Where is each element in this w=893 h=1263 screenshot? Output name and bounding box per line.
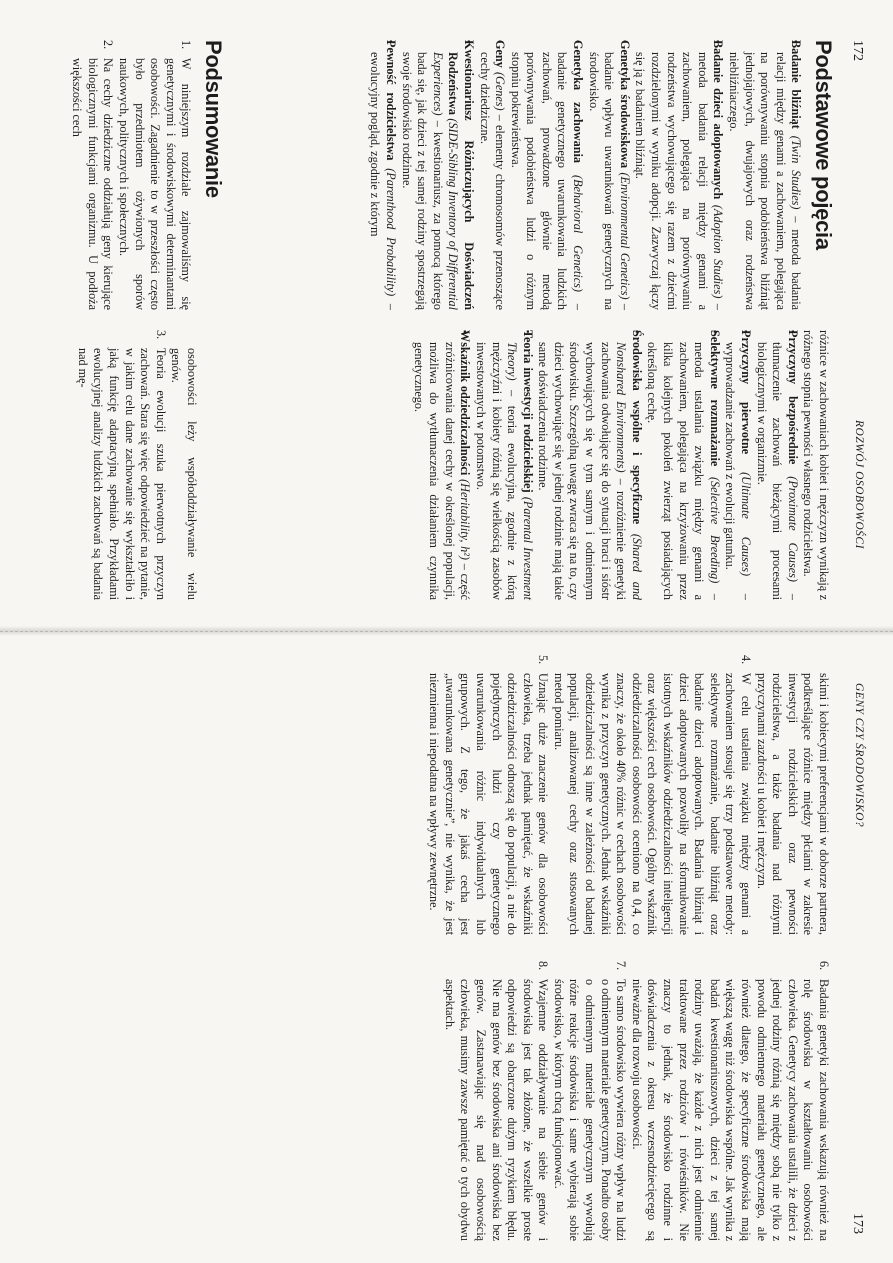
summary-list — [441, 961, 831, 1241]
glossary-entry — [722, 330, 753, 600]
glossary-term: Genetyka środowiskowa — [617, 40, 632, 169]
summary-item-number: 4. — [739, 655, 754, 665]
fold-line — [0, 631, 893, 632]
glossary-definition: – wyprowadzanie zachowań z ewolucji gatunku. — [723, 342, 754, 601]
glossary-entry — [632, 40, 726, 310]
right-page — [0, 643, 893, 1263]
glossary-entry — [535, 330, 644, 600]
summary-heading: Podsumowanie — [201, 40, 226, 198]
summary-item — [426, 655, 551, 935]
summary-item-text: Uznając duże znaczenie genów dla osobowości człowieka, trzeba jednak pamiętać, że wskaźniki odziedziczalności odnoszą się do populacji, a nie do pojedynczych ludzi czy genetycznego uwarunkowania różnic indywidualnych lub grupowych. Z tego, że jakaś cecha jest „uwarunkowana genetycznie”, nie wynika, że jest niezmienna i niepodatna na wpływy zewnętrzne. — [427, 673, 551, 935]
glossary-term: Genetyka zachowania — [571, 40, 586, 164]
section-heading: Podstawowe pojęcia — [811, 40, 836, 250]
left-summary-1 — [69, 40, 225, 310]
glossary-entry — [644, 330, 722, 600]
summary-list — [74, 330, 168, 600]
glossary-term: Badanie dzieci adoptowanych — [711, 40, 726, 200]
glossary-definition: – badanie wpływu uwarunkowań genetycznych na środowisko. — [586, 52, 632, 311]
summary-item-number: 3. — [153, 330, 168, 340]
glossary-definition: – metoda badania relacji między genami a zachowaniem, polegająca na porównywaniu stopnia podobieństwa bliźniąt jednojajowych, dwujajowych oraz rodzeństwa niebliźniaczego. — [727, 52, 804, 310]
glossary-list — [367, 40, 804, 310]
summary-item-text: W niniejszym rozdziale zajmowaliśmy się genetycznymi i środowiskowymi determinantami osobowości. Zagadnienie to w przeszłości często było przedmiotem ożywionych sporów naukowych, politycznych i społecznych. — [117, 58, 194, 310]
glossary-term: Przyczyny bezpośrednie — [785, 330, 800, 465]
left-summary-2 — [74, 330, 199, 600]
summary-list — [426, 655, 753, 935]
glossary-term: Selektywne rozmnażanie — [707, 330, 722, 467]
glossary-term-english: (Heritability, h²) — [458, 479, 473, 560]
glossary-entry — [472, 330, 534, 600]
summary-list — [69, 40, 194, 310]
left-page — [0, 0, 893, 620]
summary-item — [115, 40, 193, 310]
right-column-1 — [426, 655, 831, 935]
summary-item-number: 5. — [536, 655, 551, 665]
glossary-term-english: (Parenthood Probability) — [383, 168, 398, 297]
glossary-term: Teoria inwestycji rodzicielskiej — [520, 330, 535, 493]
glossary-term-english: (Selective Breeding) — [707, 476, 722, 584]
glossary-definition: – metoda badania relacji między genami a zachowaniem, polegająca na porównywaniu rodzeństwa wychowującego się razem z dziećmi rozdzielonymi w wyniku adopcji. Zazwyczaj łączy się ją z badaniem bliźniąt. — [633, 52, 726, 310]
page-number: 173 — [850, 1213, 865, 1234]
glossary-definition: – część zróżnicowania danej cechy w określonej populacji, możliwa do wytłumaczenia działaniem czynnika genetycznego. — [411, 342, 473, 600]
glossary-term: Badanie bliźniąt — [789, 40, 804, 129]
summary-item-text: Badania genetyki zachowania wskazują również na rolę środowiska w kształtowaniu osobowości człowieka. Genetycy zachowania ustalili, że dzieci z jednej rodziny różnią się między sobą nie tylko z powodu odmiennego materiału genetycznego, ale również dlatego, że specyficzne środowiska mają większą wagę niż środowiska wspólne. Jak wynika z badań kwestionariuszowych, dzieci z tej samej rodziny uważają, że każde z nich jest odmiennie traktowane przez rodziców i rówieśników. Nie znaczy to jednak, że środowisko rodzinne i doświadczenia z okresu wczesnodziecięcego są nieważne dla rozwoju osobowości. — [629, 979, 831, 1241]
summary-item-number: 8. — [536, 961, 551, 971]
summary-item — [550, 655, 753, 935]
right-column-2 — [441, 961, 831, 1241]
summary-item-text: Teoria ewolucji szuka pierwotnych przyczyn zachowań. Stara się więc odpowiedzieć na pytanie, w jakim celu dane zachowanie się wykształciło i jaką funkcję adaptacyjną spełniało. Przykładami ewolucyjnej analizy ludzkich zachowań są badania nad mę- — [75, 348, 168, 600]
glossary-term: Geny — [493, 40, 508, 68]
glossary-term: Kwestionariusz Różniczujących Doświadczeń Rodzeństwa — [446, 40, 476, 310]
glossary-entry — [410, 330, 472, 600]
glossary-entry — [585, 40, 632, 310]
glossary-term-english: (Twin Studies) — [789, 135, 804, 210]
summary-item-text: W celu ustalenia związku między genami a zachowaniem stosuje się trzy podstawowe metody: selektywne rozmnażanie, badanie bliźniąt oraz badanie dzieci adoptowanych. Badania bliźniąt i dzieci adoptowanych pozwoliły na sformułowanie istotnych wskaźników odziedziczalności inteligencji oraz większości cech osobowości. Ogólny wskaźnik odziedziczalności osobowości oceniono na 0,4, co znaczy, że około 40% różnic w cechach osobowości wynika z przyczyn genetycznych. Jednak wskaźniki odziedziczalności są inne w zależności od badanej populacji, analizowanej cechy oraz stosowanych metod pomiaru. — [551, 673, 754, 935]
glossary-entry — [367, 40, 398, 310]
summary-item-text: To samo środowisko wywiera różny wpływ na ludzi o odmiennym materiale genetycznym. Ponadto osoby o odmiennym materiale genetycznym wywołują różne reakcje środowiska i same wybierają sobie środowisko, w którym chcą funkcjonować. — [551, 979, 629, 1241]
glossary-entry — [725, 40, 803, 310]
glossary-definition: – teoria ewolucyjna, zgodnie z którą mężczyźni i kobiety różnią się wielkością zasobów inwestowanych w potomstwo. — [473, 342, 520, 600]
glossary-term-english: (Ultimate Causes) — [739, 472, 754, 576]
summary-item — [628, 961, 831, 1241]
glossary-definition: – metoda ustalania związku między genami a zachowaniem, polegająca na krzyżowaniu przez kilka kolejnych pokoleń zwierząt posiadających określoną cechę. — [645, 342, 722, 600]
glossary-term-english: (Shared and Nonshared Environments) — [614, 342, 644, 601]
glossary-term: Przyczyny pierwotne — [739, 330, 754, 455]
glossary-term: Środowiska wspólne i specyficzne — [629, 330, 644, 525]
running-head: GENY CZY ŚRODOWISKO? — [853, 683, 865, 828]
glossary-list — [410, 330, 800, 600]
summary-item — [74, 330, 168, 600]
summary-item-number: 6. — [817, 961, 831, 971]
glossary-term: Pewność rodzicielstwa — [383, 40, 398, 161]
summary-item-number: 7. — [614, 961, 629, 971]
glossary-definition: – elementy chromosomów przenoszące cechy dziedziczne. — [477, 52, 508, 310]
glossary-entry — [753, 330, 800, 600]
glossary-term-english: (Parental Investment Theory) — [505, 342, 535, 601]
glossary-definition: – rozróżnienie genetyki zachowania odwołujące się do sytuacji braci i sióstr wychowujących się w tym samym i odmiennym środowisku. Szczególną uwagę zwraca się na to, czy dzieci wychowujące się w jednej rodzinie mają takie same doświadczenia rodzinne. — [536, 342, 629, 600]
glossary-definition: – kwestionariusz, za pomocą którego bada się, jak dzieci z tej samej rodziny spostrzegają swoje środowisko rodzinne. — [399, 52, 445, 310]
glossary-continuation: różnice w zachowaniach kobiet i mężczyzn wynikają z różnego stopnia pewności własnego rodzicielstwa. — [801, 330, 831, 600]
running-head: ROZWÓJ OSOBOWOŚCI — [853, 420, 865, 549]
glossary-term-english: (Proximate Causes) — [785, 476, 800, 582]
summary-item-text: Na cechy dziedziczne oddziałują geny kierujące biologicznymi funkcjami organizmu. U podłoża większości cech — [70, 58, 116, 310]
glossary-term-english: (Environmental Genetics) — [617, 172, 632, 300]
left-column-2 — [410, 330, 831, 600]
glossary-term: Wskaźnik odziedziczalności — [458, 330, 473, 476]
glossary-definition: – ewolucyjny pogląd, zgodnie z którym — [368, 52, 398, 311]
glossary-entry — [398, 40, 476, 310]
glossary-definition: – badanie genetycznego uwarunkowania ludzkich zachowań, prowadzone głównie metodą porównywania podobieństwa ludzi o różnym stopniu pokrewieństwa. — [508, 52, 586, 310]
glossary-term-english: (Behavioral Genetics) — [571, 175, 586, 292]
summary-item-text: Wzajemne oddziaływanie na siebie genów i środowiska jest tak złożone, że wszelkie proste odpowiedzi są obarczone dużym ryzykiem błędu. Nie ma genów bez środowiska ani środowiska bez genów. Zastanawiając się nad osobowością człowieka, musimy zawsze pamiętać o tych obydwu aspektach. — [442, 979, 551, 1241]
glossary-term-english: (SIDE-Sibling Inventory of Differential Experiences) — [430, 52, 461, 311]
summary-continuation: skimi i kobiecymi preferencjami w doborze partnera, podkreślające różnice między płciami w zakresie inwestycji rodzicielskich oraz pewności rodzicielstwa, a także badania nad różnymi przyczynami zazdrości u kobiet i mężczyzn. — [754, 673, 831, 935]
glossary-term-english: (Adoption Studies) — [711, 204, 726, 299]
summary-item — [69, 40, 116, 310]
glossary-entry — [476, 40, 507, 310]
summary-item — [441, 961, 550, 1241]
summary-item — [550, 961, 628, 1241]
summary-continuation: osobowości leży współoddziaływanie wielu genów. — [169, 348, 199, 600]
glossary-entry — [507, 40, 585, 310]
left-column-1 — [367, 40, 835, 310]
summary-item-number: 2. — [101, 40, 116, 50]
summary-item-number: 1. — [179, 40, 194, 50]
glossary-definition: – tłumaczenie zachowań bieżącymi procesami biologicznymi w organizmie. — [754, 342, 800, 600]
page-number: 172 — [850, 40, 865, 61]
glossary-term-english: (Genes) — [493, 71, 508, 111]
